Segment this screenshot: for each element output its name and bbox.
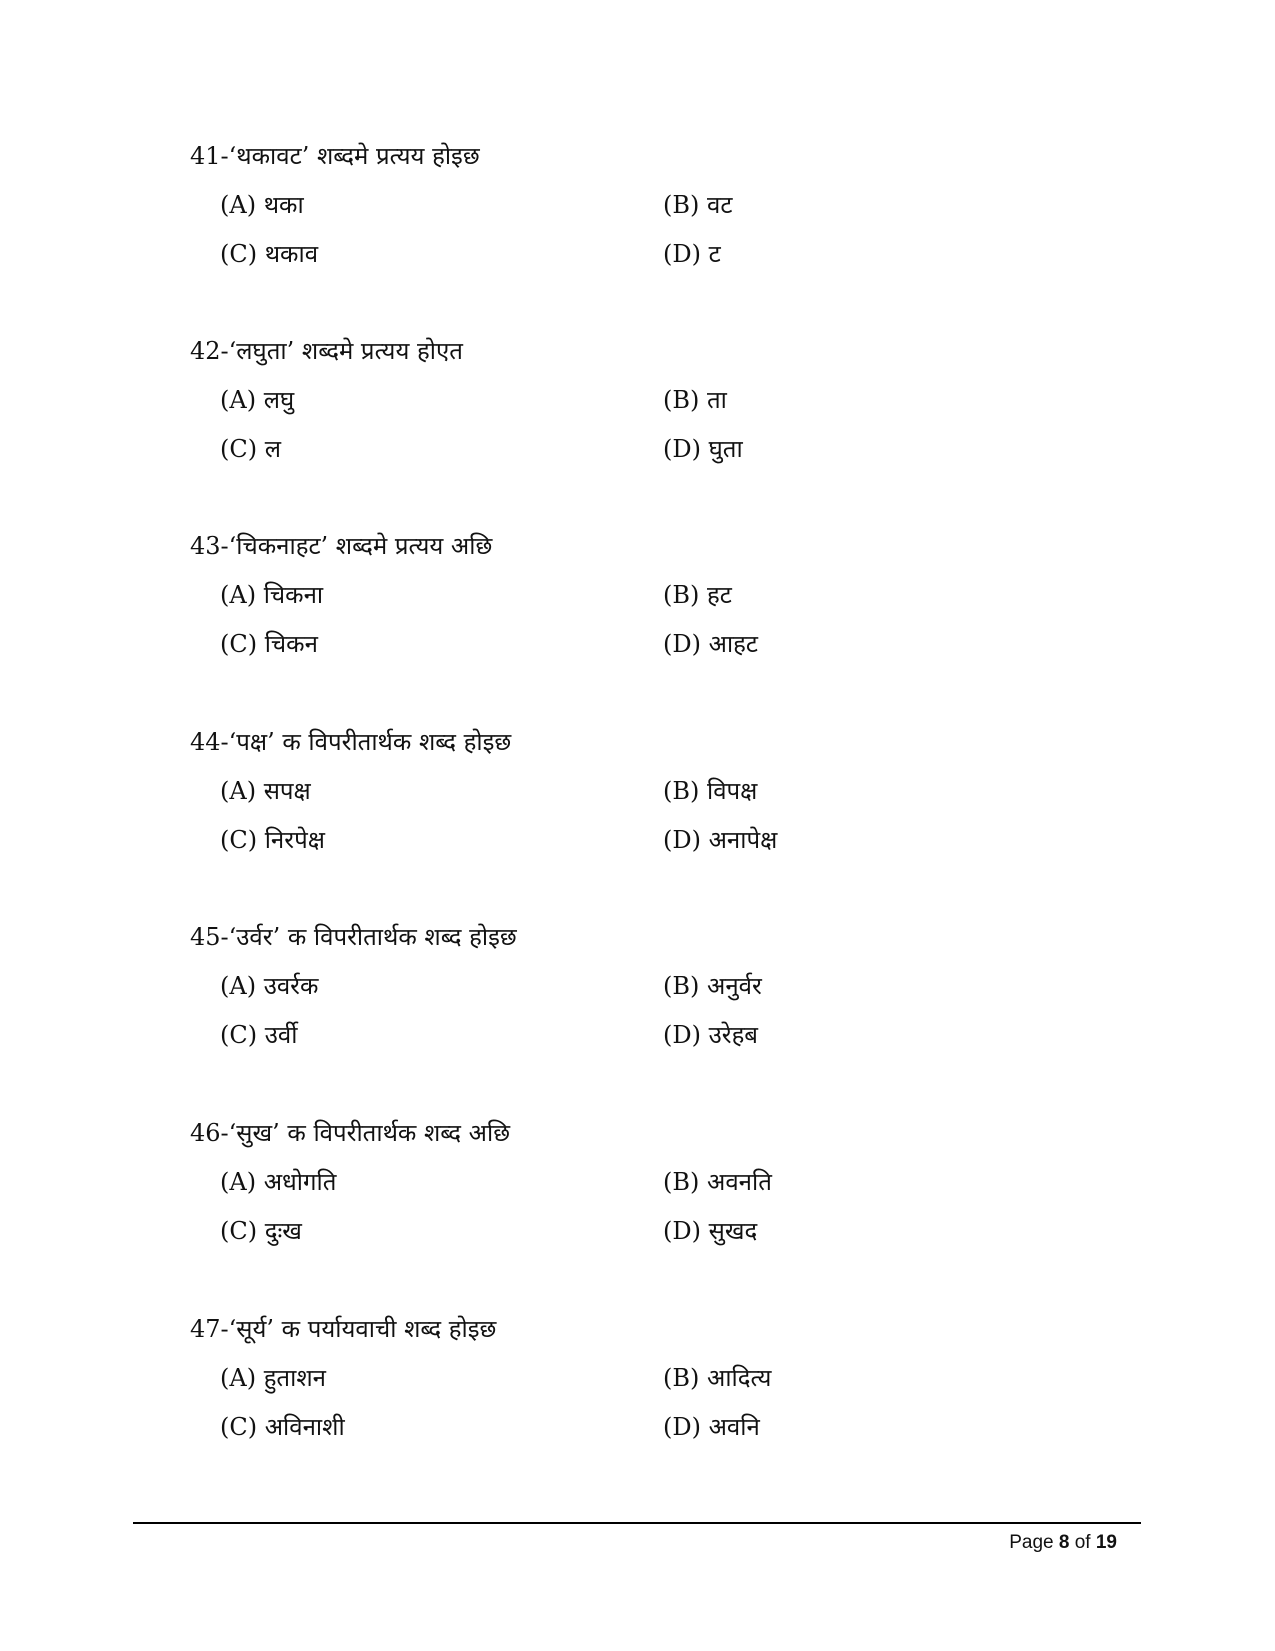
option-a: (A) सपक्ष	[220, 777, 311, 805]
options-grid	[190, 1362, 1090, 1460]
option-b: (B) वट	[663, 191, 733, 219]
option-c: (C) अविनाशी	[220, 1413, 345, 1441]
option-d: (D) घुता	[663, 435, 743, 463]
page-word: Page	[1009, 1532, 1054, 1553]
option-d: (D) अवनि	[663, 1413, 760, 1441]
option-a: (A) थका	[220, 191, 304, 219]
option-d: (D) आहट	[663, 630, 758, 658]
of-word: of	[1074, 1532, 1091, 1553]
options-grid	[190, 1166, 1090, 1264]
question-42	[190, 335, 1090, 482]
options-row	[190, 970, 1090, 1019]
option-b: (B) विपक्ष	[663, 777, 758, 805]
options-row	[190, 1166, 1090, 1215]
option-d: (D) ट	[663, 240, 721, 268]
question-text: 46-‘सुख’ क विपरीतार्थक शब्द अछि	[190, 1119, 511, 1147]
page-number	[1009, 1530, 1117, 1556]
options-row	[190, 238, 1090, 287]
question-41	[190, 140, 1090, 287]
question-46	[190, 1117, 1090, 1264]
option-a: (A) हुताशन	[220, 1364, 326, 1392]
option-c: (C) ल	[220, 435, 281, 463]
question-text: 41-‘थकावट’ शब्दमे प्रत्यय होइछ	[190, 142, 480, 170]
total-pages: 19	[1095, 1532, 1117, 1553]
options-row	[190, 1411, 1090, 1460]
options-grid	[190, 579, 1090, 677]
question-45	[190, 921, 1090, 1068]
options-row	[190, 1019, 1090, 1068]
option-a: (A) उवर्रक	[220, 972, 319, 1000]
options-row	[190, 433, 1090, 482]
option-a: (A) अधोगति	[220, 1168, 337, 1196]
current-page: 8	[1058, 1532, 1070, 1553]
options-grid	[190, 970, 1090, 1068]
question-text: 47-‘सूर्य’ क पर्यायवाची शब्द होइछ	[190, 1315, 497, 1343]
question-47	[190, 1313, 1090, 1460]
option-d: (D) उरेहब	[663, 1021, 759, 1049]
option-c: (C) थकाव	[220, 240, 319, 268]
options-grid	[190, 775, 1090, 873]
options-grid	[190, 189, 1090, 287]
options-row	[190, 189, 1090, 238]
question-text: 43-‘चिकनाहट’ शब्दमे प्रत्यय अछि	[190, 532, 493, 560]
question-text: 45-‘उर्वर’ क विपरीतार्थक शब्द होइछ	[190, 923, 517, 951]
option-b: (B) अनुर्वर	[663, 972, 762, 1000]
option-a: (A) लघु	[220, 386, 295, 414]
options-row	[190, 824, 1090, 873]
option-c: (C) निरपेक्ष	[220, 826, 325, 854]
question-text: 44-‘पक्ष’ क विपरीतार्थक शब्द होइछ	[190, 728, 512, 756]
option-c: (C) चिकन	[220, 630, 318, 658]
option-b: (B) ता	[663, 386, 727, 414]
question-44	[190, 726, 1090, 873]
option-c: (C) उर्वी	[220, 1021, 298, 1049]
options-row	[190, 1362, 1090, 1411]
options-row	[190, 384, 1090, 433]
question-text: 42-‘लघुता’ शब्दमे प्रत्यय होएत	[190, 337, 463, 365]
option-b: (B) अवनति	[663, 1168, 772, 1196]
option-b: (B) हट	[663, 581, 732, 609]
option-b: (B) आदित्य	[663, 1364, 772, 1392]
options-row	[190, 579, 1090, 628]
footer-divider	[133, 1522, 1141, 1524]
options-grid	[190, 384, 1090, 482]
options-row	[190, 775, 1090, 824]
question-43	[190, 530, 1090, 677]
options-row	[190, 1215, 1090, 1264]
option-a: (A) चिकना	[220, 581, 324, 609]
options-row	[190, 628, 1090, 677]
option-c: (C) दुःख	[220, 1217, 302, 1245]
option-d: (D) अनापेक्ष	[663, 826, 778, 854]
option-d: (D) सुखद	[663, 1217, 758, 1245]
